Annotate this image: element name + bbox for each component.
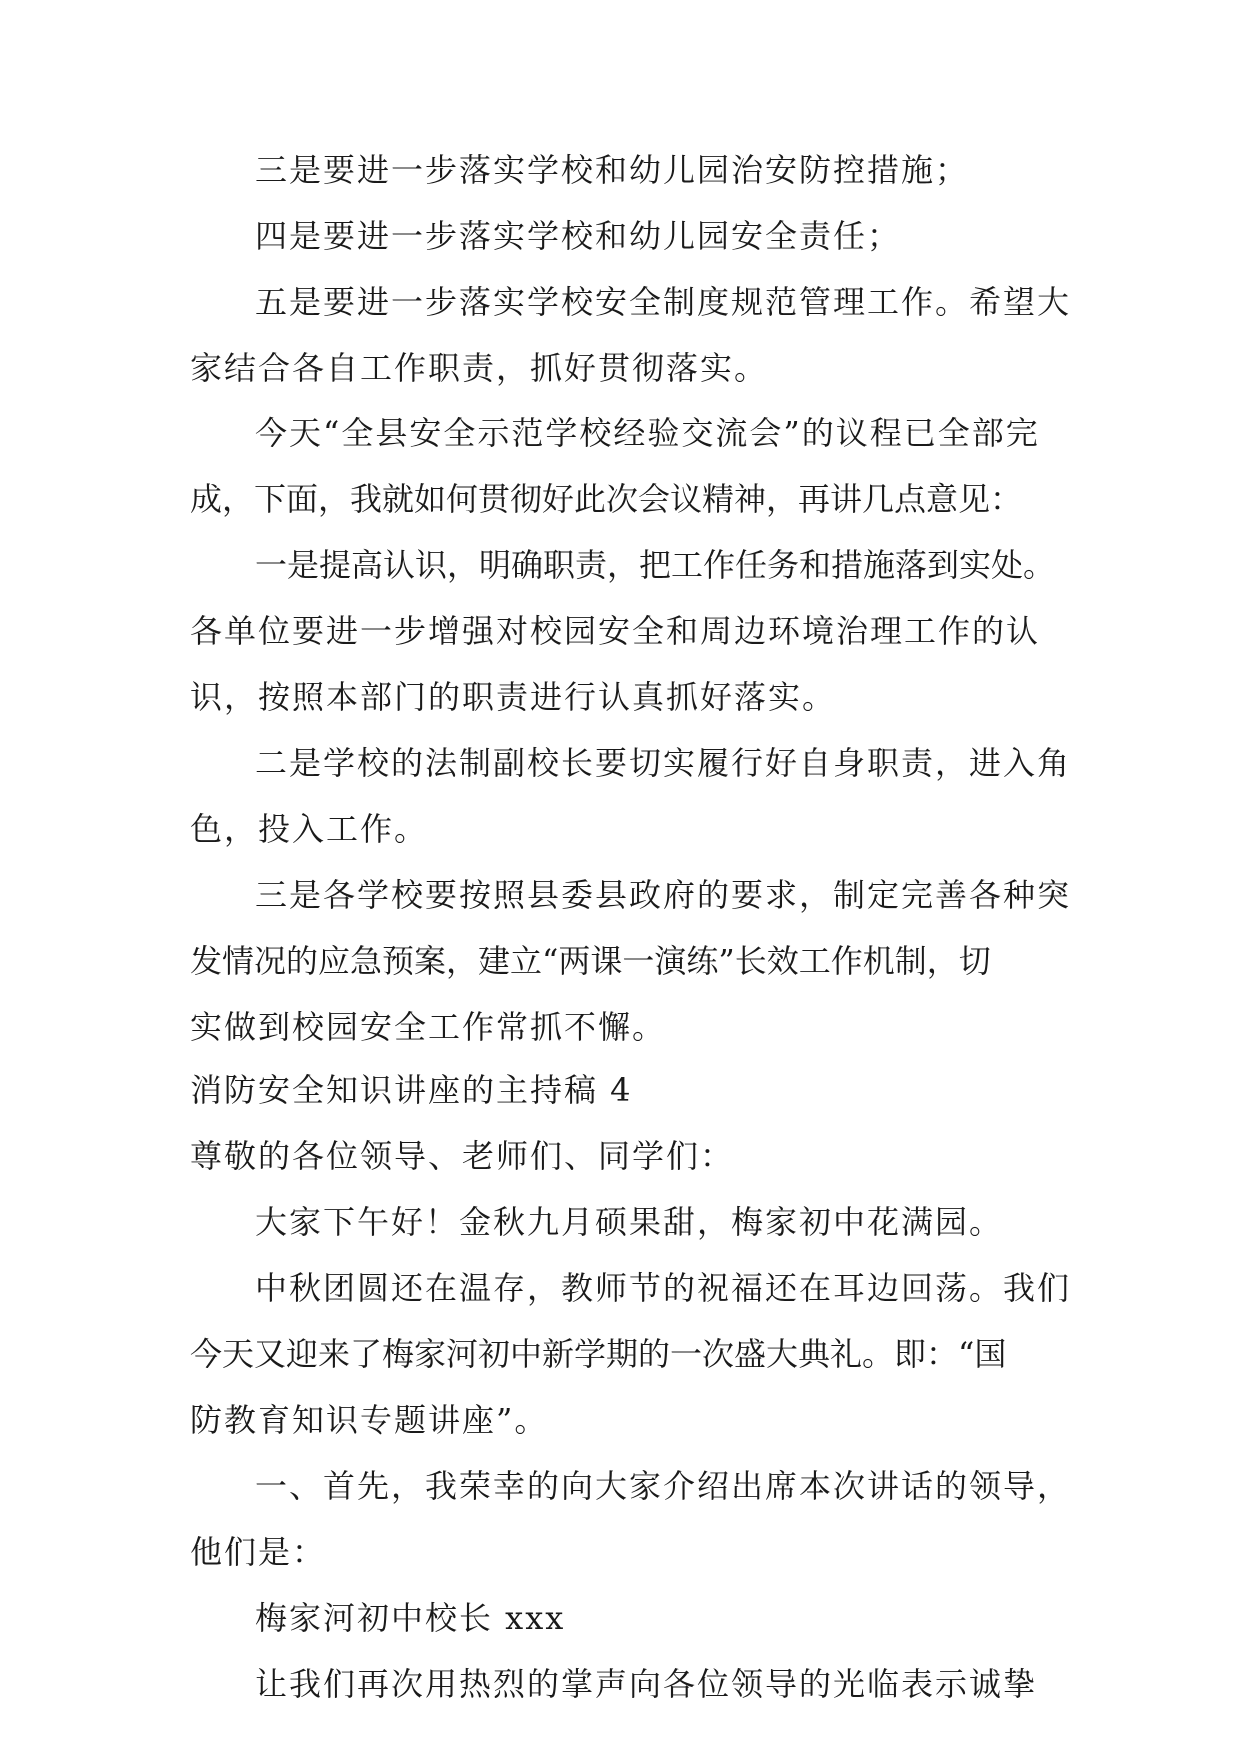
paragraph-line: 各单位要进一步增强对校园安全和周边环境治理工作的认 — [190, 612, 1041, 650]
paragraph-line: 二是学校的法制副校长要切实履行好自身职责，进入角 — [255, 744, 1072, 782]
paragraph-line: 一是提高认识，明确职责，把工作任务和措施落到实处。 — [255, 546, 1056, 584]
paragraph-line: 让我们再次用热烈的掌声向各位领导的光临表示诚挚 — [255, 1665, 1038, 1703]
paragraph-line: 四是要进一步落实学校和幼儿园安全责任； — [255, 217, 902, 255]
paragraph-line: 中秋团圆还在温存，教师节的祝福还在耳边回荡。我们 — [255, 1269, 1072, 1307]
paragraph-line: 实做到校园安全工作常抓不懈。 — [190, 1008, 667, 1046]
paragraph-line: 一、首先，我荣幸的向大家介绍出席本次讲话的领导， — [255, 1467, 1072, 1505]
paragraph-line: 五是要进一步落实学校安全制度规范管理工作。希望大 — [255, 283, 1072, 321]
salutation-line: 尊敬的各位领导、老师们、同学们： — [190, 1137, 735, 1175]
paragraph-line: 成，下面，我就如何贯彻好此次会议精神，再讲几点意见： — [190, 480, 1023, 518]
paragraph-line: 三是各学校要按照县委县政府的要求，制定完善各种突 — [255, 876, 1072, 914]
paragraph-line: 大家下午好！金秋九月硕果甜，梅家初中花满园。 — [255, 1203, 1004, 1241]
section-heading: 消防安全知识讲座的主持稿 4 — [190, 1071, 633, 1109]
paragraph-line: 家结合各自工作职责，抓好贯彻落实。 — [190, 349, 769, 387]
paragraph-line: 防教育知识专题讲座”。 — [190, 1401, 549, 1439]
paragraph-line: 识，按照本部门的职责进行认真抓好落实。 — [190, 678, 837, 716]
paragraph-line: 三是要进一步落实学校和幼儿园治安防控措施； — [255, 151, 970, 189]
paragraph-line: 今天“全县安全示范学校经验交流会”的议程已全部完 — [255, 414, 1040, 452]
paragraph-line: 梅家河初中校长 xxx — [255, 1599, 566, 1637]
paragraph-line: 他们是： — [190, 1533, 327, 1571]
paragraph-line: 今天又迎来了梅家河初中新学期的一次盛大典礼。即：“国 — [190, 1335, 1007, 1373]
paragraph-line: 发情况的应急预案，建立“两课一演练”长效工作机制，切 — [190, 942, 991, 980]
paragraph-line: 色，投入工作。 — [190, 810, 429, 848]
